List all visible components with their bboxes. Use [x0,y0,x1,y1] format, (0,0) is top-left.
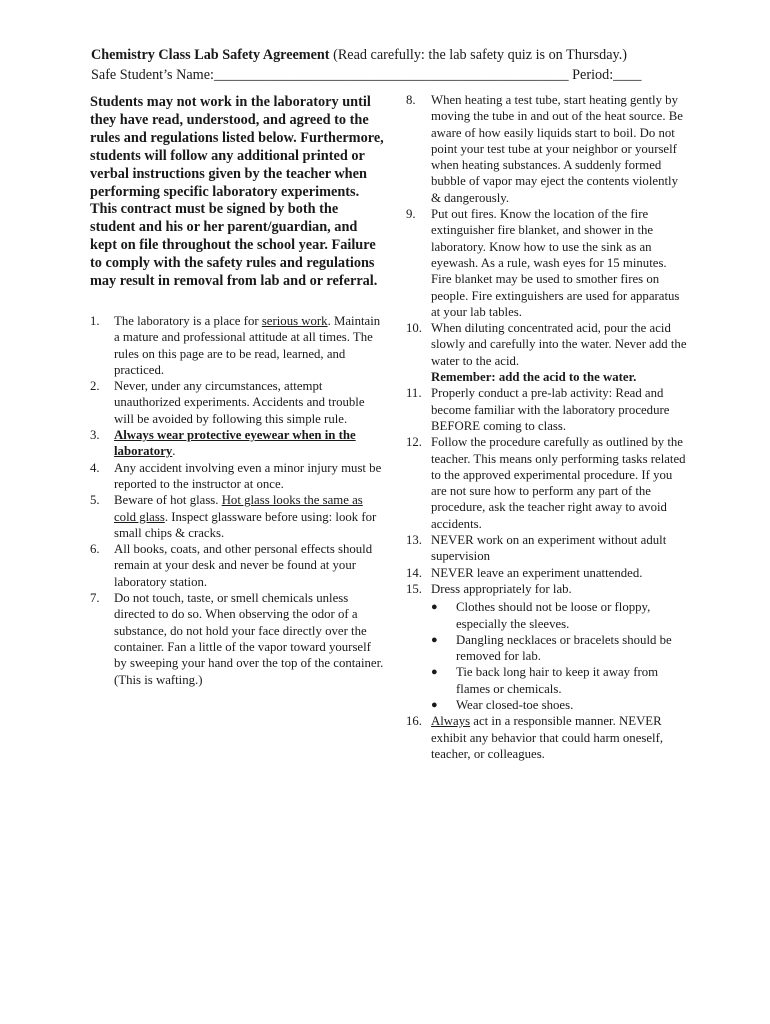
name-line [91,65,691,85]
bullet-icon: ● [431,666,438,679]
rule-item: 14. NEVER leave an experiment unattended. [406,565,643,580]
rule-item: 6. All books, coats, and other personal effects should remain at your desk and never be found at your laboratory station. [90,542,373,589]
rule-item: 12. Follow the procedure carefully as outlined by the teacher. This means only performing tasks related to the approved experimental procedure. If you are not sure how to perform any part of the procedure, ask the teacher right away to avoid accidents. [406,435,686,531]
rule-item: 4. Any accident involving even a minor injury must be reported to the instructor at once. [90,460,382,491]
rule-item: 9. Put out fires. Know the location of the fire extinguisher fire blanket, and shower in the laboratory. Know how to use the sink as an eyewash. As a rule, wash eyes for 15 minutes. Fire blanket may be used to smother fires on people. Fire extinguishers are used for apparatus at your lab tables. [406,207,680,319]
intro-paragraph: Students may not work in the laboratory until they have read, understood, and agreed to the rules and regulations listed below. Furthermore, students will follow any additional printed or verbal instructions given by the teacher when performing specific laboratory experiments. This contract must be signed by both the student and his or her parent/guardian, and kept on file throughout the school year. Failure to comply with the safety rules and regulations may result in removal from lab and or referral. [90,94,384,290]
rule-item: 1. The laboratory is a place for serious work. Maintain a mature and professional attitude at all times. The rules on this page are to be read, learned, and practiced. [90,313,381,377]
rule-item: 10. When diluting concentrated acid, pour the acid slowly and carefully into the water. Never add the water to the acid. Remember: add the acid to the water. [406,321,687,385]
rule-item: 3. Always wear protective eyewear when in the laboratory. [90,428,356,459]
rule-item: 2. Never, under any circumstances, attempt unauthorized experiments. Accidents and trouble will be avoided by following this simple rule. [90,379,365,426]
title-line [91,45,691,65]
rule-item: 8. When heating a test tube, start heating gently by moving the tube in and out of the heat source. Be aware of how easily liquids start to boil. Do not point your test tube at your neighbor or yourself when heating substances. A suddenly formed bubble of vapor may eject the contents violently & dangerously. [406,93,683,205]
rules-list-right [406,92,688,762]
rules-list-left [90,313,385,688]
bullet-item: ● Tie back long hair to keep it away from flames or chemicals. [431,665,659,696]
rule-item: 11. Properly conduct a pre-lab activity: Read and become familiar with the laboratory procedure BEFORE coming to class. [406,386,670,433]
rule-item: 5. Beware of hot glass. Hot glass looks the same as cold glass. Inspect glassware before using: look for small chips & cracks. [90,493,377,540]
left-column [90,94,385,688]
bullet-item: ● Dangling necklaces or bracelets should be removed for lab. [431,632,672,664]
right-column [406,92,688,762]
rule-item: 7. Do not touch, taste, or smell chemicals unless directed to do so. When observing the odor of a substance, do not hold your face directly over the container. Fan a little of the vapor toward yourself by sweeping your hand over the top of the container. (This is wafting.) [90,591,384,687]
document-subtitle: (Read carefully: the lab safety quiz is on Thursday.) [329,47,627,63]
bullet-item: ● Wear closed-toe shoes. [431,697,574,712]
bullet-icon: ● [431,698,438,711]
name-blank[interactable]: __________________________________________________ [213,67,569,83]
bullet-item: ● Clothes should not be loose or floppy, especially the sleeves. [431,600,651,631]
name-label: Safe Student’s Name: [91,67,214,83]
bullet-icon: ● [431,633,438,646]
period-label[interactable]: Period:____ [568,67,642,83]
rule-item: 16. Always act in a responsible manner. NEVER exhibit any behavior that could harm oneself, teacher, or colleagues. [406,714,664,761]
document-title: Chemistry Class Lab Safety Agreement [91,47,330,63]
bullet-icon: ● [431,601,438,614]
dress-bullet-list [431,599,688,713]
header [91,45,691,85]
rule-item: 15. Dress appropriately for lab. ● Clothes should not be loose or floppy, especially the sleeves. ● Dangling necklaces or bracelets should be removed for lab. ● Tie back long hair to keep it away from flames or chemicals. ● Wear closed-toe shoes. [406,581,688,713]
rule-item: 13. NEVER work on an experiment without adult supervision [406,533,667,564]
